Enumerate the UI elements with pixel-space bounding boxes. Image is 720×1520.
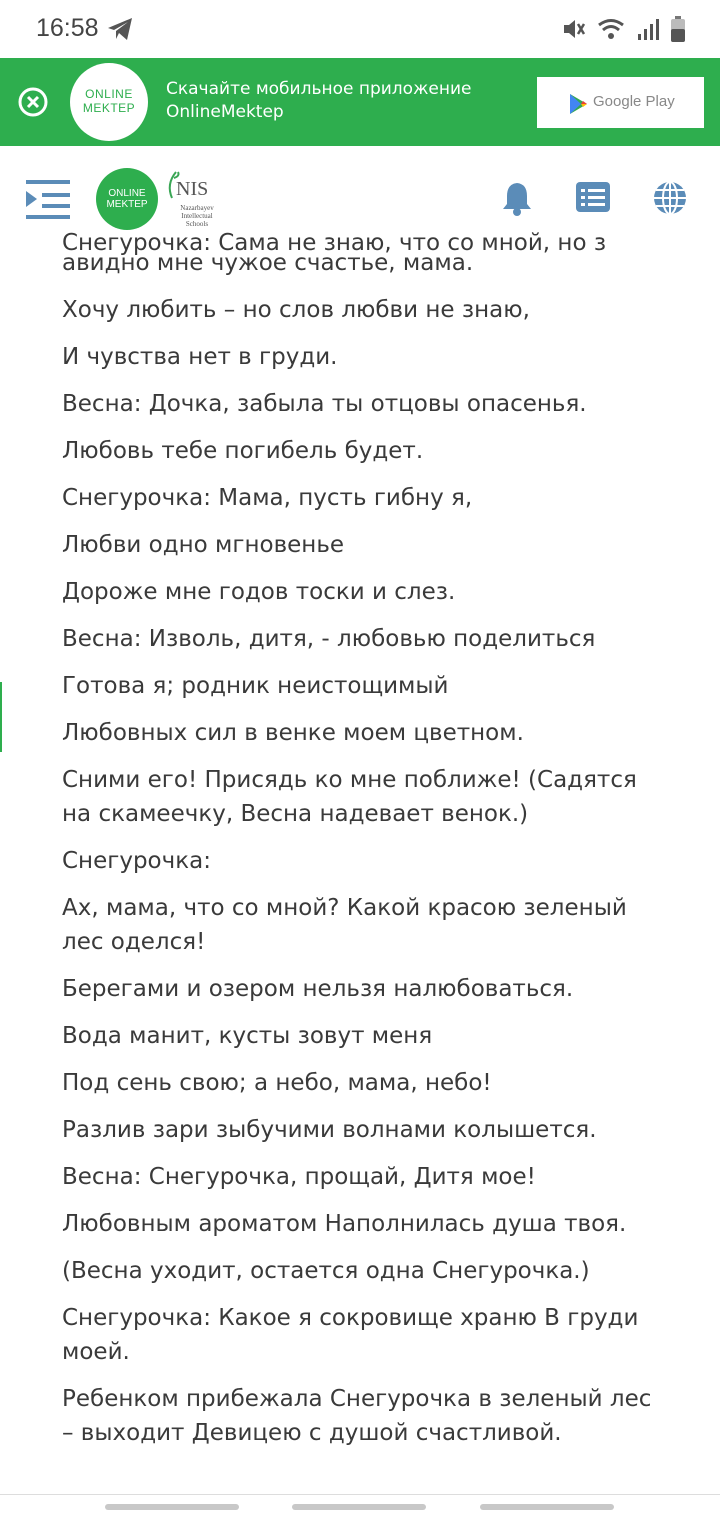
text-line: Под сень свою; а небо, мама, небо!	[62, 1070, 492, 1096]
text-line: Вода манит, кусты зовут меня	[62, 1023, 433, 1049]
logo-text-line2: MEKTEP	[106, 199, 148, 210]
text-line: Хочу любить – но слов любви не знаю,	[62, 297, 530, 323]
logo-text-line2: MEKTEP	[82, 101, 136, 115]
text-line: Весна: Снегурочка, прощай, Дитя мое!	[62, 1164, 536, 1190]
banner-message: Скачайте мобильное приложение OnlineMektep	[166, 79, 472, 122]
text-line: Снегурочка: Какое я сокровище храню В груди моей.	[62, 1305, 639, 1365]
text-line: Ах, мама, что со мной? Какой красою зеленый лес оделся!	[62, 895, 627, 955]
nis-mark: NIS	[176, 178, 209, 200]
text-line: Весна: Изволь, дитя, - любовью поделиться	[62, 626, 596, 652]
signal-icon	[636, 16, 660, 46]
text-line: Берегами и озером нельзя налюбоваться.	[62, 976, 574, 1002]
status-bar	[0, 0, 720, 58]
nis-subtitle: Nazarbayev Intellectual Schools	[180, 204, 214, 228]
text-line: И чувства нет в груди.	[62, 344, 338, 370]
text-line: Разлив зари зыбучими волнами колышется.	[62, 1117, 597, 1143]
nav-divider	[0, 1494, 720, 1495]
text-line: Сними его! Присядь ко мне поближе! (Садятся на скамеечку, Весна надевает венок.)	[62, 767, 637, 827]
globe-icon[interactable]	[652, 180, 688, 220]
scroll-marker	[0, 682, 2, 752]
partial-line	[62, 226, 662, 256]
app-download-banner	[0, 58, 720, 146]
google-play-icon	[569, 93, 589, 119]
text-line: Готова я; родник неистощимый	[62, 673, 449, 699]
list-icon[interactable]	[575, 180, 611, 218]
article-text	[62, 230, 662, 1490]
nav-button-recents[interactable]	[105, 1504, 239, 1510]
text-line: Любви одно мгновенье	[62, 532, 345, 558]
text-line: Ребенком прибежала Снегурочка в зеленый лес – выходит Девицею с душой счастливой.	[62, 1386, 652, 1446]
status-time: 16:58	[36, 14, 99, 42]
onlinemektep-logo	[70, 63, 148, 141]
logo-text-line1: ONLINE	[108, 188, 146, 199]
text-line: Любовь тебе погибель будет.	[62, 438, 424, 464]
text-line: Дороже мне годов тоски и слез.	[62, 579, 456, 605]
text-line: Снегурочка: Мама, пусть гибну я,	[62, 485, 473, 511]
text-line: Весна: Дочка, забыла ты отцовы опасенья.	[62, 391, 587, 417]
logo-text-line1: ONLINE	[85, 87, 133, 101]
text-line: (Весна уходит, остается одна Снегурочка.)	[62, 1258, 590, 1284]
bell-icon[interactable]	[500, 180, 534, 220]
menu-indent-icon[interactable]	[24, 178, 72, 224]
text-line: авидно мне чужое счастье, мама.	[62, 250, 474, 276]
text-lines	[62, 246, 662, 1450]
text-line: Любовных сил в венке моем цветном.	[62, 720, 524, 746]
partial-line-text: Снегурочка: Сама не знаю, что со мной, но з	[62, 230, 607, 256]
text-line: Любовным ароматом Наполнилась душа твоя.	[62, 1211, 627, 1237]
wifi-icon	[596, 16, 626, 46]
mute-icon	[560, 16, 586, 46]
text-line: Снегурочка:	[62, 848, 211, 874]
nav-button-back[interactable]	[480, 1504, 614, 1510]
nav-button-home[interactable]	[292, 1504, 426, 1510]
nis-logo	[162, 170, 218, 230]
onlinemektep-logo[interactable]	[96, 168, 158, 230]
close-icon[interactable]	[17, 86, 49, 122]
google-play-button[interactable]	[537, 77, 704, 128]
google-play-label: Google Play	[593, 93, 675, 110]
battery-icon	[670, 15, 686, 47]
telegram-icon	[106, 16, 134, 46]
